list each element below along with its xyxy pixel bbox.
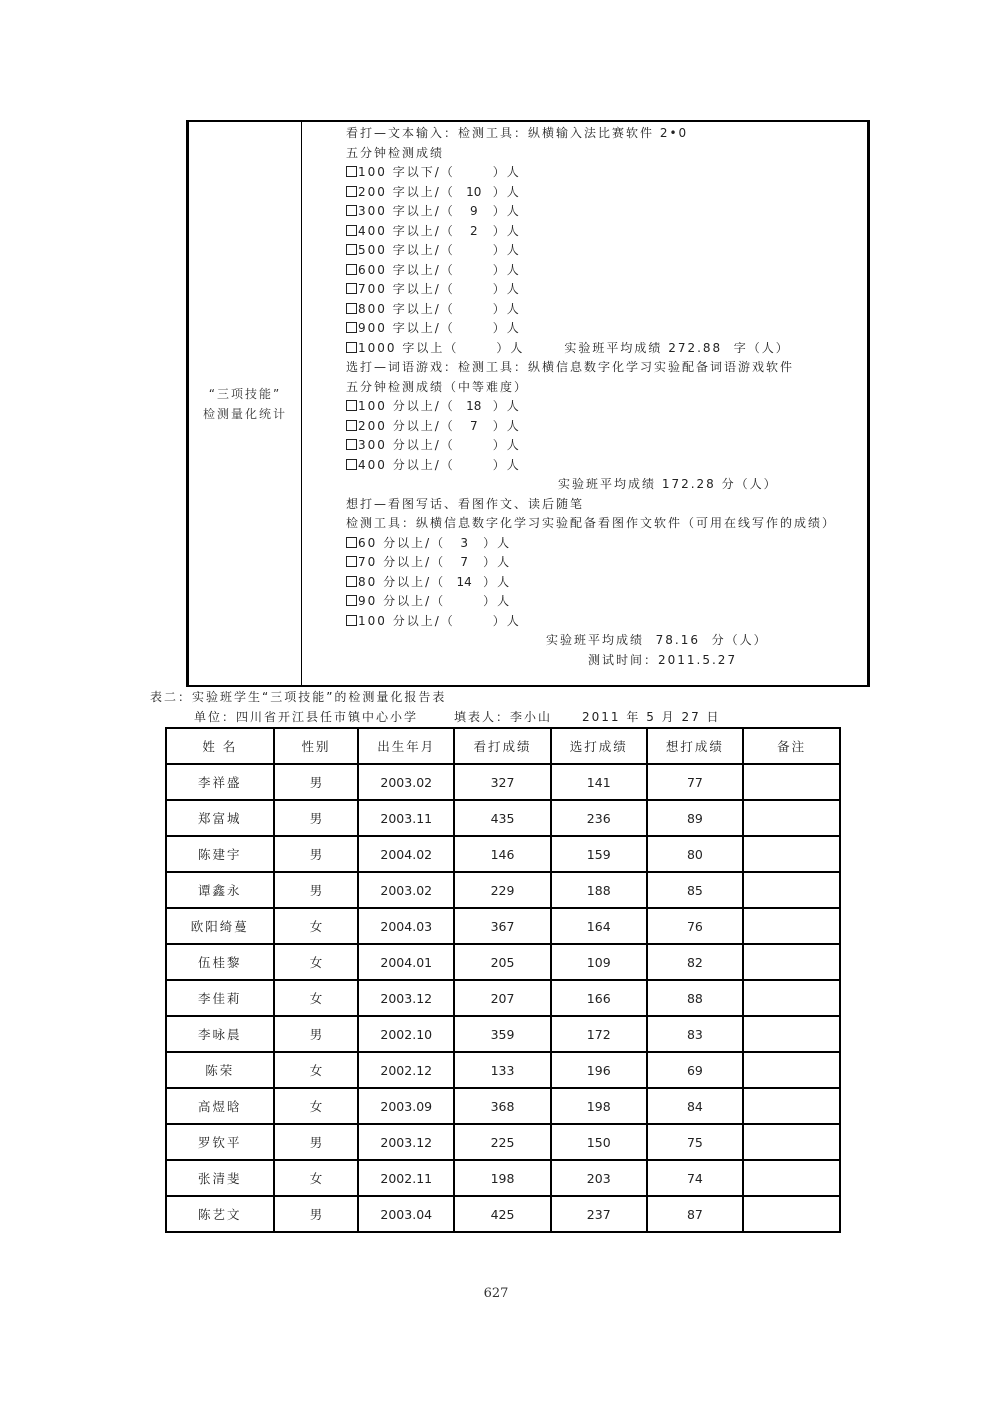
student-name-cell: 陈建宇 [166, 836, 274, 872]
think-typing-score-cell: 77 [647, 764, 744, 800]
item-suffix: ）人 [492, 301, 521, 316]
gender-cell: 女 [274, 980, 359, 1016]
column-header: 姓 名 [166, 728, 274, 764]
select-typing-score-cell: 237 [551, 1196, 647, 1232]
think-typing-items [346, 534, 867, 632]
item-label: 300 分以上/（ [358, 438, 455, 452]
think-typing-score-cell: 89 [647, 800, 744, 836]
checkbox-item [346, 222, 867, 242]
see-typing-score-cell: 146 [454, 836, 551, 872]
skills-label-line2: 检测量化统计 [202, 406, 287, 421]
item-label: 500 字以上/（ [358, 243, 455, 257]
remarks-cell [743, 1052, 840, 1088]
item-suffix: ）人 [492, 184, 521, 199]
column-header: 看打成绩 [454, 728, 551, 764]
item-label: 700 字以上/（ [358, 282, 455, 296]
birth-date-cell: 2003.11 [358, 800, 454, 836]
gender-cell: 男 [274, 1016, 359, 1052]
checkbox-icon[interactable] [346, 303, 357, 314]
think-typing-score-cell: 87 [647, 1196, 744, 1232]
remarks-cell [743, 872, 840, 908]
item-label: 900 字以上/（ [358, 321, 455, 335]
checkbox-item [346, 436, 867, 456]
remarks-cell [743, 1016, 840, 1052]
report-date: 2011 年 5 月 27 日 [582, 710, 721, 724]
table-row [166, 836, 840, 872]
item-count: 7 [469, 418, 478, 433]
item-label: 100 字以下/（ [358, 165, 455, 179]
gender-cell: 女 [274, 944, 359, 980]
student-name-cell: 李祥盛 [166, 764, 274, 800]
gender-cell: 男 [274, 1196, 359, 1232]
item-suffix: ）人 [492, 165, 521, 179]
item-count: 9 [469, 204, 478, 218]
checkbox-item [346, 241, 867, 261]
gender-cell: 男 [274, 836, 359, 872]
student-name-cell: 张清斐 [166, 1160, 274, 1196]
checkbox-item [346, 202, 867, 222]
checkbox-icon[interactable] [346, 400, 357, 411]
birth-date-cell: 2003.02 [358, 872, 454, 908]
birth-date-cell: 2002.12 [358, 1052, 454, 1088]
gender-cell: 男 [274, 800, 359, 836]
unit-name: 单位：四川省开江县任市镇中心小学 [194, 710, 419, 724]
checkbox-item [346, 319, 867, 339]
item-suffix: ）人 [483, 535, 512, 550]
see-typing-score-cell: 229 [454, 872, 551, 908]
item-suffix: ）人 [492, 399, 521, 413]
item-label: 600 字以上/（ [358, 262, 455, 277]
see-typing-score-cell: 205 [454, 944, 551, 980]
item-suffix: ）人 [492, 223, 521, 238]
item-label: 100 分以上/（ [358, 399, 455, 413]
student-name-cell: 陈艺文 [166, 1196, 274, 1232]
gender-cell: 女 [274, 1052, 359, 1088]
item-suffix: ）人 [483, 555, 512, 569]
select-typing-score-cell: 109 [551, 944, 647, 980]
students-score-table [165, 727, 841, 1233]
select-typing-score-cell: 203 [551, 1160, 647, 1196]
gender-cell: 女 [274, 1160, 359, 1196]
table-row [166, 980, 840, 1016]
checkbox-item [346, 339, 867, 359]
checkbox-icon[interactable] [346, 420, 357, 431]
item-label: 400 分以上/（ [358, 457, 455, 472]
checkbox-icon[interactable] [346, 615, 357, 626]
birth-date-cell: 2003.02 [358, 764, 454, 800]
item-label: 1000 字以上（ [358, 340, 459, 355]
student-name-cell: 伍桂黎 [166, 944, 274, 980]
select-typing-score-cell: 198 [551, 1088, 647, 1124]
table-row [166, 1196, 840, 1232]
select-typing-score-cell: 188 [551, 872, 647, 908]
remarks-cell [743, 1124, 840, 1160]
remarks-cell [743, 944, 840, 980]
select-typing-score-cell: 150 [551, 1124, 647, 1160]
checkbox-item [346, 573, 867, 593]
checkbox-icon[interactable] [346, 264, 357, 275]
skills-content-cell [346, 124, 867, 670]
remarks-cell [743, 908, 840, 944]
select-typing-items [346, 397, 867, 475]
gender-cell: 男 [274, 1124, 359, 1160]
checkbox-item [346, 592, 867, 612]
table-row [166, 908, 840, 944]
checkbox-icon[interactable] [346, 556, 357, 567]
item-suffix: ）人 [492, 613, 521, 628]
item-label: 800 字以上/（ [358, 301, 455, 316]
checkbox-item [346, 534, 867, 554]
birth-date-cell: 2003.04 [358, 1196, 454, 1232]
item-label: 80 分以上/（ [358, 574, 446, 589]
report-unit-line [194, 708, 721, 725]
item-suffix: ）人 [492, 243, 521, 257]
item-label: 100 分以上/（ [358, 613, 455, 628]
item-count: 3 [460, 535, 468, 550]
item-label: 200 分以上/（ [358, 418, 455, 433]
checkbox-item [346, 163, 867, 183]
select-typing-score-cell: 164 [551, 908, 647, 944]
think-typing-score-cell: 74 [647, 1160, 744, 1196]
gender-cell: 女 [274, 1088, 359, 1124]
select-typing-title: 选打—词语游戏：检测工具：纵横信息数字化学习实验配备词语游戏软件 [346, 360, 795, 374]
birth-date-cell: 2002.10 [358, 1016, 454, 1052]
checkbox-item [346, 553, 867, 573]
think-typing-score-cell: 85 [647, 872, 744, 908]
checkbox-icon[interactable] [346, 244, 357, 255]
table-row [166, 872, 840, 908]
item-count: 10 [466, 184, 482, 199]
birth-date-cell: 2004.02 [358, 836, 454, 872]
think-typing-score-cell: 69 [647, 1052, 744, 1088]
student-name-cell: 郑富城 [166, 800, 274, 836]
select-typing-score-cell: 159 [551, 836, 647, 872]
item-suffix: ）人 [496, 340, 525, 355]
item-label: 70 分以上/（ [358, 555, 446, 569]
checkbox-item [346, 417, 867, 437]
see-typing-score-cell: 225 [454, 1124, 551, 1160]
select-typing-score-cell: 172 [551, 1016, 647, 1052]
birth-date-cell: 2004.01 [358, 944, 454, 980]
item-label: 60 分以上/（ [358, 535, 446, 550]
checkbox-icon[interactable] [346, 186, 357, 197]
birth-date-cell: 2004.03 [358, 908, 454, 944]
column-header: 选打成绩 [551, 728, 647, 764]
think-typing-score-cell: 80 [647, 836, 744, 872]
remarks-cell [743, 980, 840, 1016]
remarks-cell [743, 764, 840, 800]
see-typing-score-cell: 368 [454, 1088, 551, 1124]
see-typing-score-cell: 207 [454, 980, 551, 1016]
student-name-cell: 高煜晗 [166, 1088, 274, 1124]
column-header: 备注 [743, 728, 840, 764]
think-typing-tool: 检测工具：纵横信息数字化学习实验配备看图作文软件（可用在线写作的成绩） [346, 516, 837, 530]
table-row [166, 944, 840, 980]
item-label: 90 分以上/（ [358, 594, 446, 608]
checkbox-icon[interactable] [346, 205, 357, 216]
filler-name: 填表人：李小山 [454, 710, 553, 724]
see-typing-items [346, 163, 867, 358]
checkbox-icon[interactable] [346, 342, 357, 353]
table-row [166, 1016, 840, 1052]
test-time: 测试时间：2011.5.27 [588, 652, 738, 667]
see-typing-score-cell: 133 [454, 1052, 551, 1088]
see-typing-title: 看打—文本输入：检测工具：纵横输入法比赛软件 2•0 [346, 126, 689, 140]
item-count: 14 [456, 574, 472, 589]
remarks-cell [743, 800, 840, 836]
birth-date-cell: 2003.12 [358, 980, 454, 1016]
gender-cell: 女 [274, 908, 359, 944]
student-name-cell: 欧阳绮蔓 [166, 908, 274, 944]
student-name-cell: 罗钦平 [166, 1124, 274, 1160]
select-typing-score-cell: 166 [551, 980, 647, 1016]
checkbox-item [346, 397, 867, 417]
think-typing-average: 实验班平均成绩 78.16 分（人） [546, 633, 768, 647]
think-typing-title: 想打—看图写话、看图作文、读后随笔 [346, 496, 585, 511]
gender-cell: 男 [274, 764, 359, 800]
checkbox-icon[interactable] [346, 166, 357, 177]
skills-statistics-table [186, 120, 870, 687]
see-typing-average: 实验班平均成绩 272.88 字（人） [564, 340, 790, 355]
gender-cell: 男 [274, 872, 359, 908]
page-number: 627 [483, 1286, 509, 1301]
select-typing-subtitle: 五分钟检测成绩（中等难度） [346, 379, 529, 394]
item-suffix: ）人 [483, 574, 512, 589]
remarks-cell [743, 1088, 840, 1124]
think-typing-score-cell: 76 [647, 908, 744, 944]
student-name-cell: 李咏晨 [166, 1016, 274, 1052]
table-row [166, 1088, 840, 1124]
table-row [166, 1160, 840, 1196]
item-suffix: ）人 [492, 418, 521, 433]
table-body [166, 764, 840, 1232]
item-suffix: ）人 [492, 282, 521, 296]
think-typing-score-cell: 83 [647, 1016, 744, 1052]
item-suffix: ）人 [492, 204, 521, 218]
checkbox-icon[interactable] [346, 459, 357, 470]
item-label: 400 字以上/（ [358, 223, 455, 238]
see-typing-score-cell: 327 [454, 764, 551, 800]
column-header: 出生年月 [358, 728, 454, 764]
remarks-cell [743, 1160, 840, 1196]
remarks-cell [743, 1196, 840, 1232]
item-suffix: ）人 [492, 321, 521, 335]
checkbox-icon[interactable] [346, 537, 357, 548]
item-label: 200 字以上/（ [358, 184, 455, 199]
remarks-cell [743, 836, 840, 872]
table-row [166, 1124, 840, 1160]
select-typing-score-cell: 236 [551, 800, 647, 836]
checkbox-icon[interactable] [346, 576, 357, 587]
see-typing-score-cell: 359 [454, 1016, 551, 1052]
column-header: 性别 [274, 728, 359, 764]
select-typing-score-cell: 196 [551, 1052, 647, 1088]
item-suffix: ）人 [483, 594, 512, 608]
see-typing-score-cell: 425 [454, 1196, 551, 1232]
birth-date-cell: 2003.09 [358, 1088, 454, 1124]
see-typing-score-cell: 435 [454, 800, 551, 836]
student-name-cell: 谭鑫永 [166, 872, 274, 908]
checkbox-item [346, 280, 867, 300]
checkbox-icon[interactable] [346, 439, 357, 450]
birth-date-cell: 2003.12 [358, 1124, 454, 1160]
see-typing-score-cell: 367 [454, 908, 551, 944]
item-count: 7 [460, 555, 468, 569]
checkbox-item [346, 300, 867, 320]
table-row [166, 764, 840, 800]
select-typing-average: 实验班平均成绩 172.28 分（人） [558, 477, 778, 491]
think-typing-score-cell: 88 [647, 980, 744, 1016]
item-suffix: ）人 [492, 457, 521, 472]
checkbox-item [346, 183, 867, 203]
table-header-row [166, 728, 840, 764]
think-typing-score-cell: 75 [647, 1124, 744, 1160]
think-typing-score-cell: 82 [647, 944, 744, 980]
table-row [166, 1052, 840, 1088]
item-suffix: ）人 [492, 262, 521, 277]
checkbox-item [346, 612, 867, 632]
skills-label-cell [189, 122, 302, 685]
checkbox-icon[interactable] [346, 322, 357, 333]
table-row [166, 800, 840, 836]
checkbox-icon[interactable] [346, 595, 357, 606]
table-caption: 表二：实验班学生“三项技能”的检测量化报告表 [150, 690, 447, 704]
item-count: 2 [469, 223, 478, 238]
checkbox-icon[interactable] [346, 225, 357, 236]
student-name-cell: 李佳莉 [166, 980, 274, 1016]
see-typing-subtitle: 五分钟检测成绩 [346, 145, 445, 160]
see-typing-score-cell: 198 [454, 1160, 551, 1196]
checkbox-item [346, 261, 867, 281]
skills-label-line1: “三项技能” [208, 386, 282, 401]
think-typing-score-cell: 84 [647, 1088, 744, 1124]
select-typing-score-cell: 141 [551, 764, 647, 800]
item-count: 18 [466, 399, 482, 413]
item-label: 300 字以上/（ [358, 204, 455, 218]
birth-date-cell: 2002.11 [358, 1160, 454, 1196]
checkbox-item [346, 456, 867, 476]
item-suffix: ）人 [492, 438, 521, 452]
checkbox-icon[interactable] [346, 283, 357, 294]
column-header: 想打成绩 [647, 728, 744, 764]
student-name-cell: 陈荣 [166, 1052, 274, 1088]
